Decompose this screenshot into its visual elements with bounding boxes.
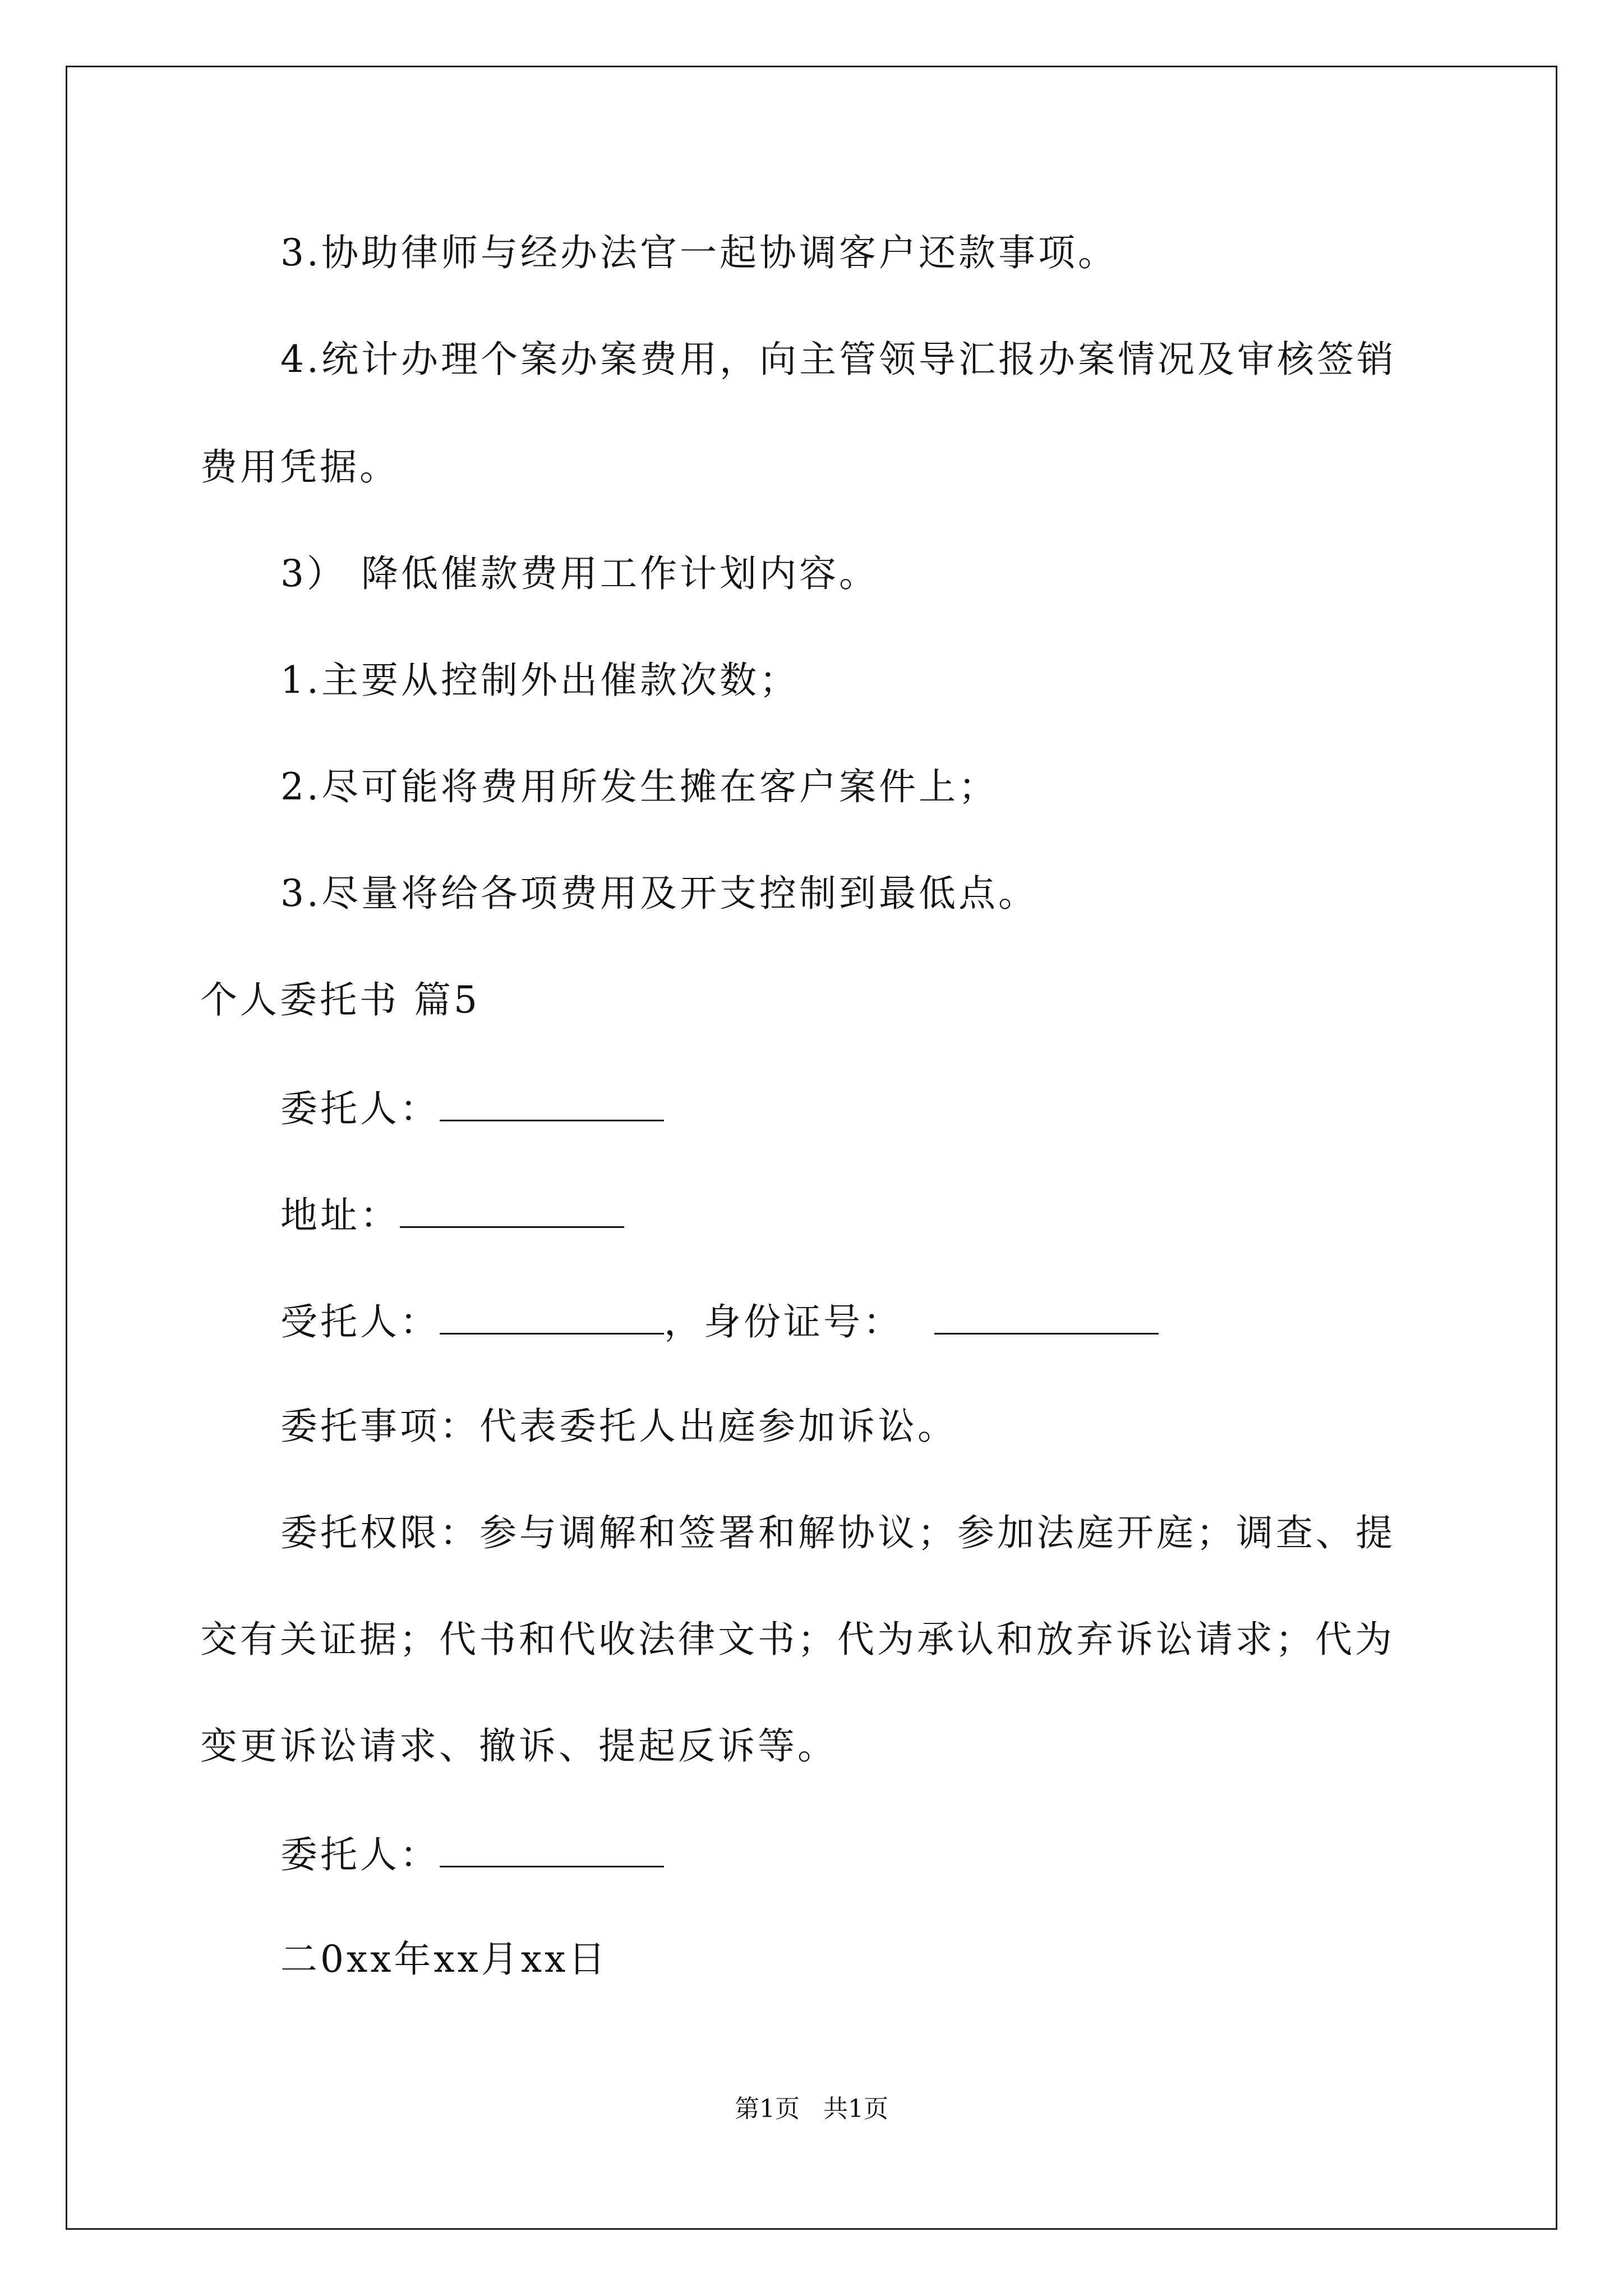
principal-blank: [440, 1088, 664, 1121]
principal-label: 委托人：: [280, 1087, 440, 1130]
signature-label: 委托人：: [280, 1833, 440, 1876]
body-line-5: 1.主要从控制外出催款次数；: [280, 659, 799, 702]
authority-line-3: 变更诉讼请求、撤诉、提起反诉等。: [200, 1724, 837, 1768]
body-line-2: 4.统计办理个案办案费用，向主管领导汇报办案情况及审核签销: [280, 338, 1396, 381]
body-line-7: 3.尽量将给各项费用及开支控制到最低点。: [280, 872, 1038, 915]
authority-line-1: 委托权限：参与调解和签署和解协议；参加法庭开庭；调查、提: [280, 1511, 1395, 1554]
matters-line: 委托事项：代表委托人出庭参加诉讼。: [280, 1405, 957, 1448]
agent-label: 受托人：: [280, 1300, 440, 1343]
date-line: 二0xx年xx月xx日: [280, 1938, 608, 1981]
address-row: [280, 1194, 624, 1237]
section-title: 个人委托书 篇5: [200, 978, 480, 1022]
body-line-3: 费用凭据。: [200, 445, 399, 489]
principal-row: [280, 1088, 664, 1128]
agent-blank: [440, 1301, 664, 1335]
page-border: [66, 66, 1557, 2230]
agent-row: [280, 1301, 1159, 1341]
body-line-4: 3） 降低催款费用工作计划内容。: [280, 552, 879, 595]
page-footer: 第1页 共1页: [735, 2095, 888, 2123]
id-number-label: ，身份证号：: [664, 1300, 903, 1343]
signature-blank: [440, 1834, 664, 1867]
body-line-1: 3.协助律师与经办法官一起协调客户还款事项。: [280, 231, 1118, 274]
address-blank: [400, 1195, 624, 1228]
authority-line-2: 交有关证据；代书和代收法律文书；代为承认和放弃诉讼请求；代为: [200, 1618, 1395, 1661]
address-label: 地址：: [280, 1194, 400, 1237]
body-line-6: 2.尽可能将费用所发生摊在客户案件上；: [280, 765, 998, 808]
id-number-blank: [934, 1301, 1159, 1335]
signature-row: [280, 1834, 664, 1874]
